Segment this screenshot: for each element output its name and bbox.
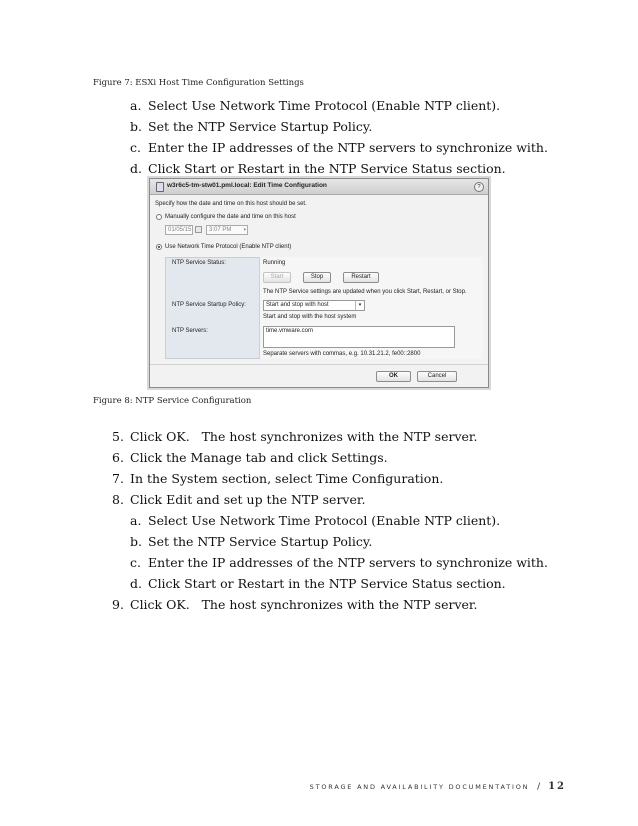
list-item-text: Select Use Network Time Protocol (Enable NTP client). <box>148 513 501 528</box>
manual-radio[interactable] <box>156 214 162 220</box>
chevron-down-icon: ▾ <box>355 301 364 310</box>
step-number: 6. <box>112 450 124 465</box>
list-item <box>130 158 506 179</box>
help-icon[interactable]: ? <box>474 182 484 192</box>
dialog-instruction: Specify how the date and time on this host should be set. <box>155 201 307 207</box>
list-marker: d. <box>130 161 142 176</box>
startup-policy-select[interactable] <box>263 300 365 311</box>
step-text: Click the Manage tab and click Settings. <box>130 450 388 465</box>
list-marker: a. <box>130 513 142 528</box>
time-field[interactable] <box>206 225 248 235</box>
list-item <box>130 95 500 116</box>
ntp-option-label: Use Network Time Protocol (Enable NTP client) <box>165 244 292 250</box>
page-number: 12 <box>548 781 566 792</box>
list-marker: a. <box>130 98 142 113</box>
restart-button[interactable]: Restart <box>343 272 379 283</box>
step-number: 5. <box>112 429 124 444</box>
list-item <box>130 510 500 531</box>
page-footer <box>310 781 566 792</box>
dialog-divider <box>150 364 488 365</box>
list-marker: b. <box>130 119 142 134</box>
ntp-servers-label: NTP Servers: <box>172 328 208 334</box>
list-item <box>130 137 548 158</box>
start-button[interactable]: Start <box>263 272 291 283</box>
list-item <box>130 116 372 137</box>
list-marker: c. <box>130 140 141 155</box>
list-item <box>112 489 365 510</box>
figure-7-caption: Figure 7: ESXi Host Time Configuration Settings <box>93 78 304 88</box>
step-text: Click OK. The host synchronizes with the NTP server. <box>130 429 478 444</box>
dialog-title-bar <box>150 179 488 195</box>
step-text: In the System section, select Time Configuration. <box>130 471 444 486</box>
step-number: 8. <box>112 492 124 507</box>
list-item-text: Click Start or Restart in the NTP Service Status section. <box>148 576 506 591</box>
startup-policy-label: NTP Service Startup Policy: <box>172 302 246 308</box>
startup-policy-note: Start and stop with the host system <box>263 314 357 320</box>
stop-button[interactable]: Stop <box>303 272 331 283</box>
step-text: Click Edit and set up the NTP server. <box>130 492 366 507</box>
footer-doc-title: STORAGE AND AVAILABILITY DOCUMENTATION <box>309 783 530 791</box>
list-item-text: Enter the IP addresses of the NTP servers to synchronize with. <box>148 555 548 570</box>
step-number: 7. <box>112 471 124 486</box>
dialog-title: w3r6c5-tm-stw01.pml.local: Edit Time Configuration <box>167 182 327 189</box>
list-marker: c. <box>130 555 141 570</box>
edit-time-configuration-dialog <box>149 178 489 388</box>
list-item-text: Set the NTP Service Startup Policy. <box>148 534 373 549</box>
chevron-down-icon: ▾ <box>243 227 246 233</box>
manual-option-label: Manually configure the date and time on this host <box>165 214 296 220</box>
list-marker: b. <box>130 534 142 549</box>
figure-8-caption: Figure 8: NTP Service Configuration <box>93 396 252 406</box>
host-icon <box>156 182 164 192</box>
startup-policy-value: Start and stop with host <box>266 302 329 308</box>
list-item-text: Set the NTP Service Startup Policy. <box>148 119 373 134</box>
list-item <box>112 468 443 489</box>
cancel-button[interactable]: Cancel <box>417 371 457 382</box>
settings-note: The NTP Service settings are updated when you click Start, Restart, or Stop. <box>263 289 467 295</box>
step-number: 9. <box>112 597 124 612</box>
list-item <box>130 552 548 573</box>
time-value: 3:07 PM <box>209 227 232 233</box>
list-item <box>112 426 478 447</box>
step-text: Click OK. The host synchronizes with the NTP server. <box>130 597 478 612</box>
ntp-radio[interactable] <box>156 244 162 250</box>
ntp-status-label: NTP Service Status: <box>172 260 226 266</box>
ntp-servers-input[interactable]: time.vmware.com <box>263 326 455 348</box>
list-item <box>130 531 372 552</box>
calendar-icon[interactable] <box>195 226 202 233</box>
list-item <box>112 447 388 468</box>
date-field[interactable]: 01/05/15 <box>165 225 193 235</box>
ntp-servers-note: Separate servers with commas, e.g. 10.31.21.2, fe00::2800 <box>263 351 421 357</box>
list-item-text: Click Start or Restart in the NTP Service Status section. <box>148 161 506 176</box>
footer-separator: / <box>537 782 541 792</box>
list-item-text: Select Use Network Time Protocol (Enable NTP client). <box>148 98 501 113</box>
list-item-text: Enter the IP addresses of the NTP servers to synchronize with. <box>148 140 548 155</box>
ntp-status-value: Running <box>263 260 286 266</box>
list-item <box>112 594 478 615</box>
list-marker: d. <box>130 576 142 591</box>
list-item <box>130 573 506 594</box>
ok-button[interactable]: OK <box>376 371 411 382</box>
